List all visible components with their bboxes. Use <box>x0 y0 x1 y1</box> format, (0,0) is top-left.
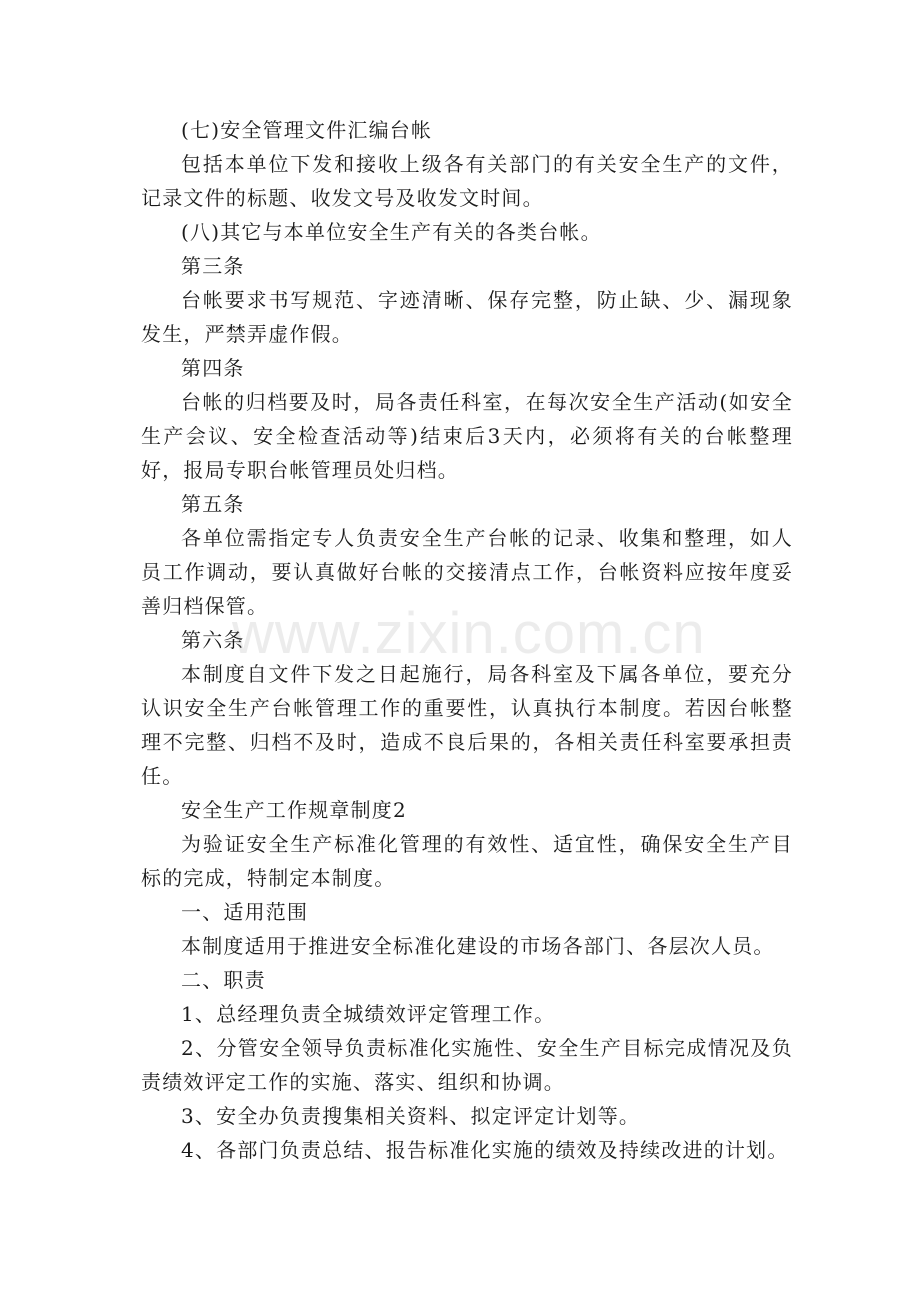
duties-heading: 二、职责 <box>181 968 266 992</box>
article-4-heading: 第四条 <box>181 356 245 380</box>
article-5-heading: 第五条 <box>181 492 245 516</box>
duty-item-1: 1、总经理负责全城绩效评定管理工作。 <box>181 1002 556 1026</box>
watermark-text: www.zixin.com.cn <box>232 601 706 666</box>
heading-ledger-8: (八)其它与本单位安全生产有关的各类台帐。 <box>181 220 602 244</box>
article-3-heading: 第三条 <box>181 254 245 278</box>
scope-content: 本制度适用于推进安全标准化建设的市场各部门、各层次人员。 <box>181 934 775 958</box>
paragraph-ledger-7-content: 包括本单位下发和接收上级各有关部门的有关安全生产的文件，记录文件的标题、收发文号及收发文时间。 <box>141 152 793 210</box>
article-6-content: 本制度自文件下发之日起施行，局各科室及下属各单位，要充分认识安全生产台帐管理工作的重要性，认真执行本制度。若因台帐整理不完整、归档不及时，造成不良后果的，各相关责任科室要承担责任。 <box>141 662 793 788</box>
heading-ledger-7: (七)安全管理文件汇编台帐 <box>181 118 433 142</box>
article-6-heading: 第六条 <box>181 628 245 652</box>
article-4-content: 台帐的归档要及时，局各责任科室，在每次安全生产活动(如安全生产会议、安全检查活动等)结束后3天内，必须将有关的台帐整理好，报局专职台帐管理员处归档。 <box>141 390 793 482</box>
section-2-title: 安全生产工作规章制度2 <box>181 798 407 822</box>
duty-item-2: 2、分管安全领导负责标准化实施性、安全生产目标完成情况及负责绩效评定工作的实施、落实、组织和协调。 <box>141 1036 793 1094</box>
document-body <box>141 113 793 1167</box>
duty-item-3: 3、安全办负责搜集相关资料、拟定评定计划等。 <box>181 1104 641 1128</box>
scope-heading: 一、适用范围 <box>181 900 309 924</box>
duty-item-4: 4、各部门负责总结、报告标准化实施的绩效及持续改进的计划。 <box>181 1138 789 1162</box>
article-5-content: 各单位需指定专人负责安全生产台帐的记录、收集和整理，如人员工作调动，要认真做好台帐的交接清点工作，台帐资料应按年度妥善归档保管。 <box>141 526 793 618</box>
section-2-intro: 为验证安全生产标准化管理的有效性、适宜性，确保安全生产目标的完成，特制定本制度。 <box>141 832 793 890</box>
article-3-content: 台帐要求书写规范、字迹清晰、保存完整，防止缺、少、漏现象发生，严禁弄虚作假。 <box>141 288 793 346</box>
